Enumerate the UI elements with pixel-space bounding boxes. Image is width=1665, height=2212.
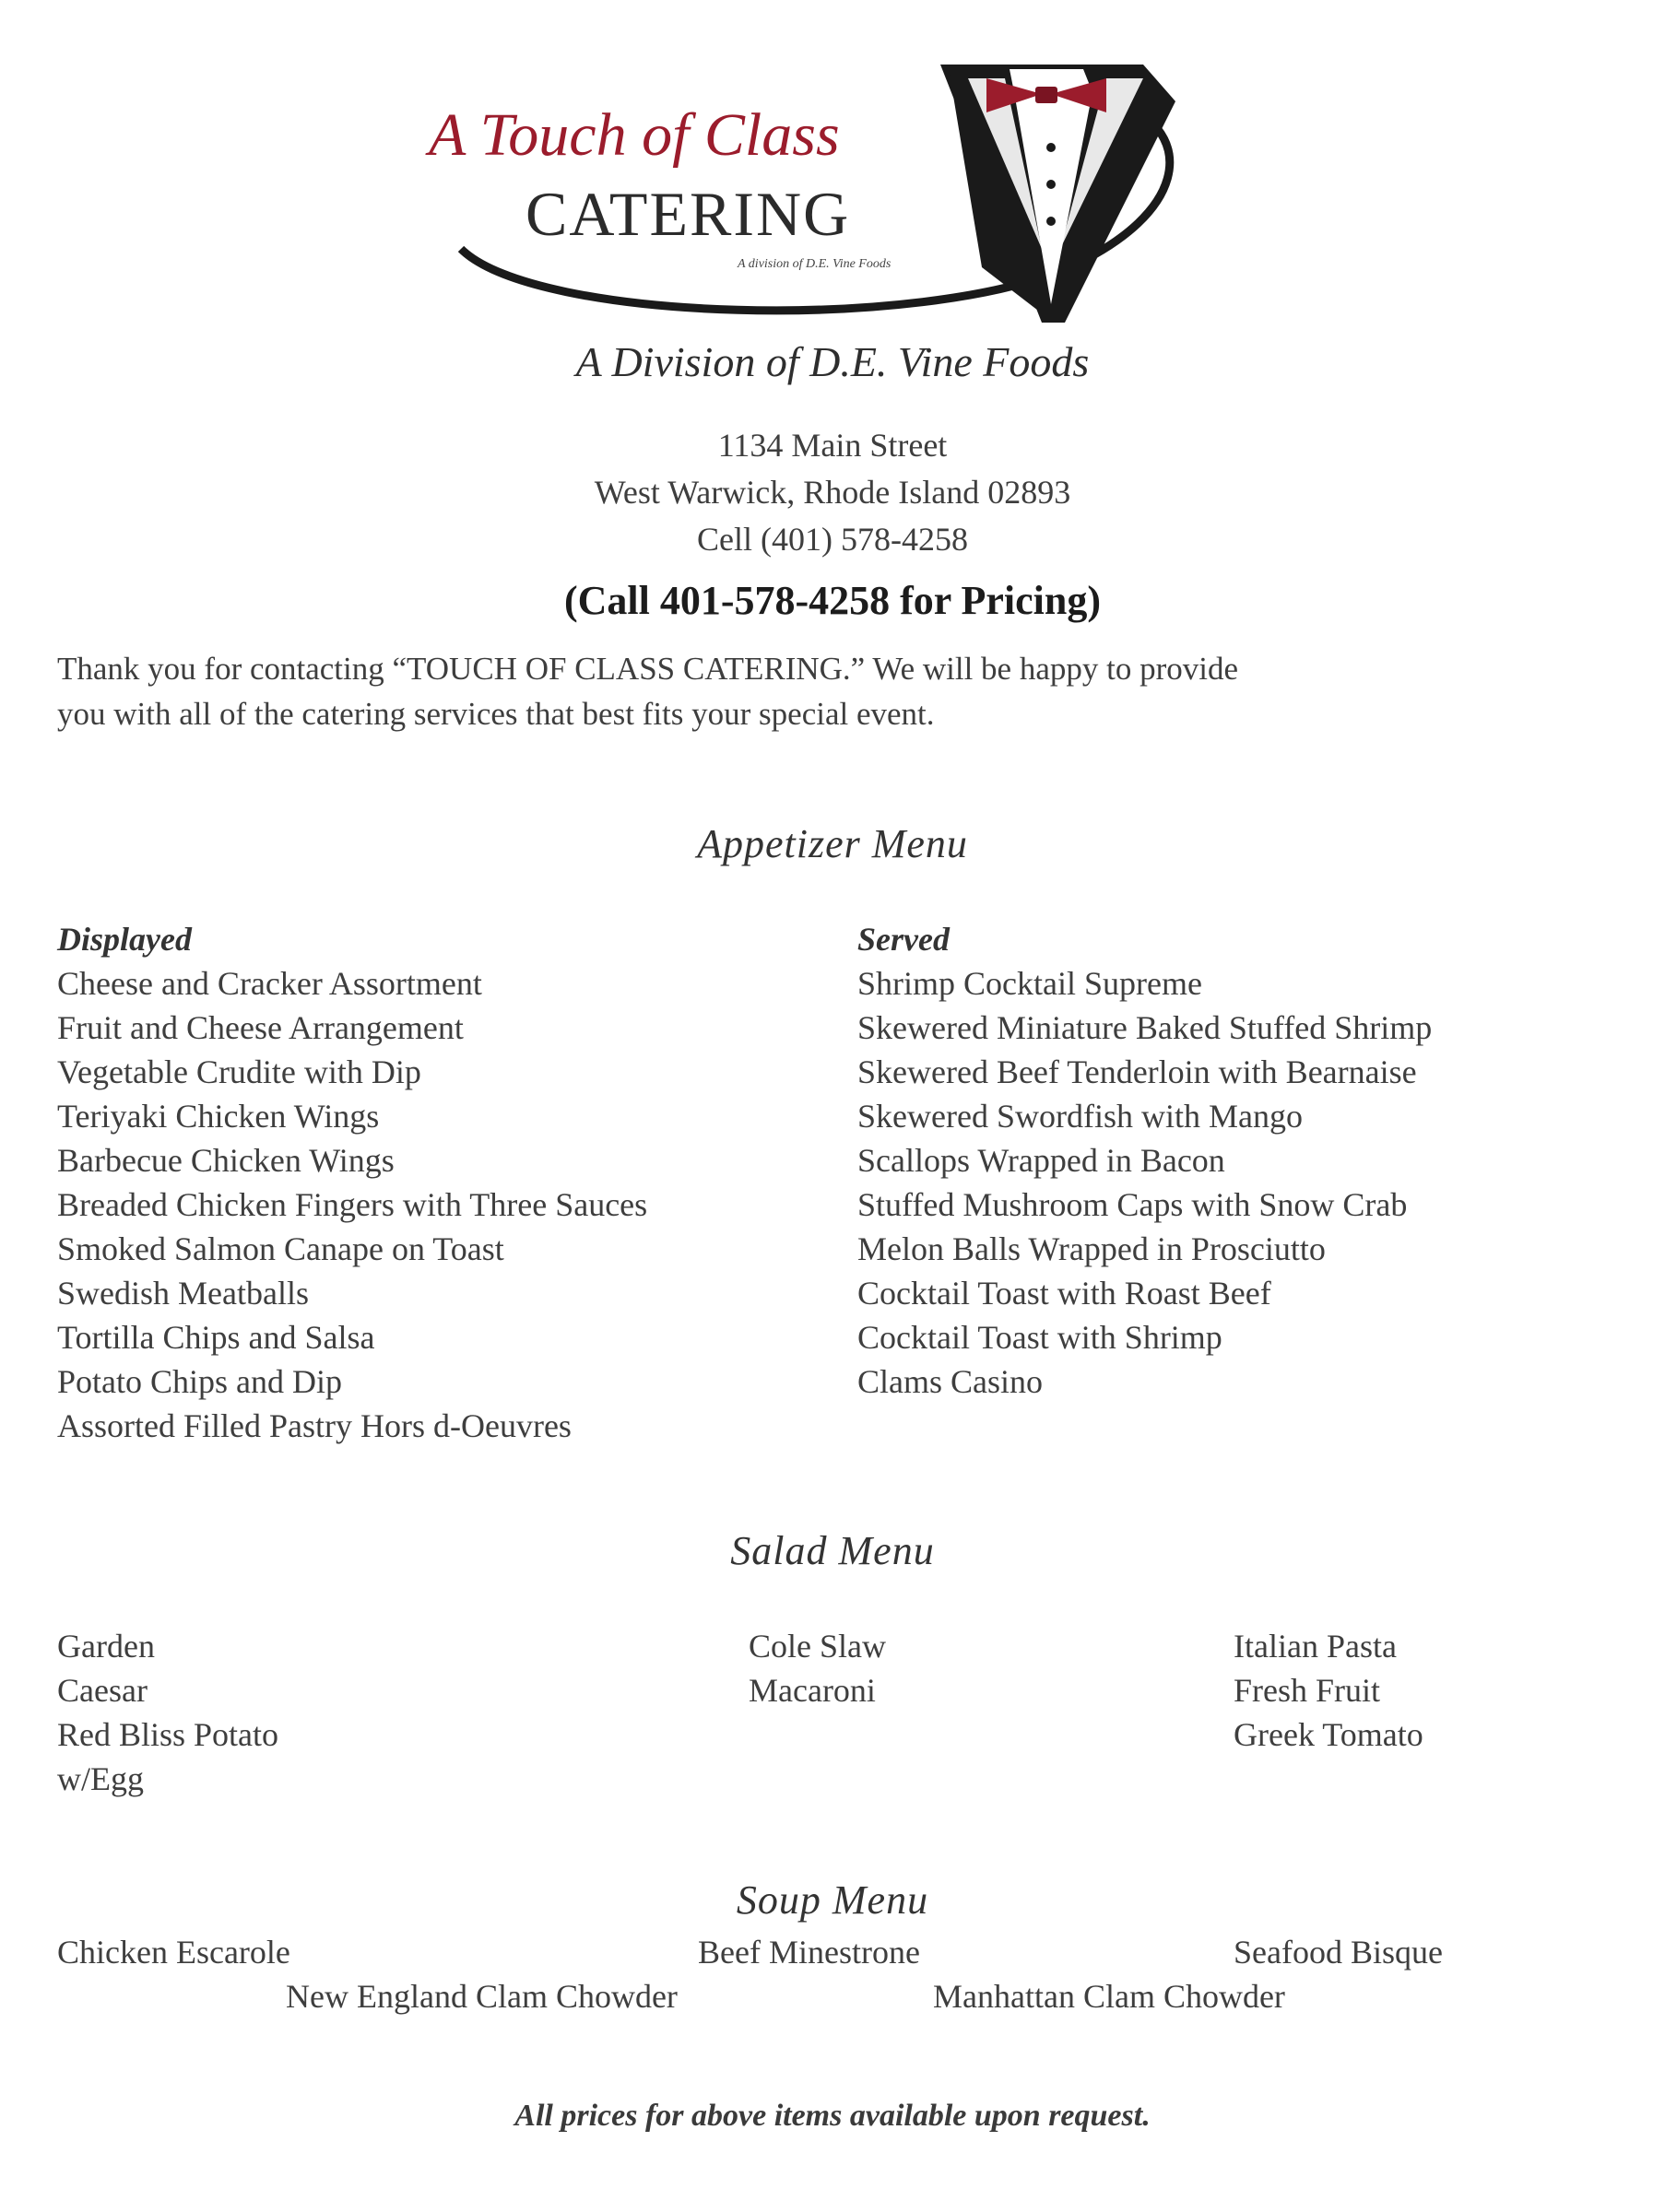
list-item: Smoked Salmon Canape on Toast — [57, 1230, 504, 1267]
list-item: Red Bliss Potato — [57, 1716, 279, 1753]
list-item: Italian Pasta — [1234, 1628, 1397, 1665]
footer-note: All prices for above items available upon request. — [514, 2099, 1151, 2133]
list-item: Tortilla Chips and Salsa — [57, 1319, 375, 1356]
list-item: Fresh Fruit — [1234, 1672, 1381, 1709]
logo-script-text: A Touch of Class — [429, 101, 840, 169]
street-address: 1134 Main Street — [717, 427, 948, 464]
displayed-heading: Displayed — [57, 921, 192, 958]
list-item: w/Egg — [57, 1760, 144, 1797]
soup-item: Chicken Escarole — [57, 1934, 290, 1971]
salad-column-3 — [1234, 1624, 1423, 1757]
list-item: Teriyaki Chicken Wings — [57, 1098, 380, 1135]
list-item: Skewered Miniature Baked Stuffed Shrimp — [857, 1009, 1433, 1046]
intro-line-2: you with all of the catering services that best fits your special event. — [57, 696, 935, 732]
soup-item: Manhattan Clam Chowder — [933, 1978, 1285, 2015]
list-item: Shrimp Cocktail Supreme — [857, 965, 1202, 1002]
list-item: Cole Slaw — [749, 1628, 886, 1665]
logo — [406, 37, 1217, 332]
intro-line-1: Thank you for contacting “TOUCH OF CLASS CATERING.” We will be happy to provide — [57, 651, 1239, 687]
list-item: Cocktail Toast with Roast Beef — [857, 1275, 1271, 1312]
division-heading: A Division of D.E. Vine Foods — [575, 338, 1090, 385]
salad-menu-title: Salad Menu — [730, 1528, 935, 1573]
salad-column-2 — [749, 1624, 886, 1712]
list-item: Greek Tomato — [1234, 1716, 1423, 1753]
city-state-zip: West Warwick, Rhode Island 02893 — [594, 474, 1071, 511]
list-item: Skewered Beef Tenderloin with Bearnaise — [857, 1053, 1417, 1090]
appetizer-menu-title: Appetizer Menu — [697, 821, 968, 866]
list-item: Breaded Chicken Fingers with Three Sauces — [57, 1186, 648, 1223]
soup-item: Beef Minestrone — [698, 1934, 920, 1971]
list-item: Macaroni — [749, 1672, 876, 1709]
list-item: Scallops Wrapped in Bacon — [857, 1142, 1225, 1179]
tuxedo-logo-icon — [406, 37, 1217, 332]
list-item: Swedish Meatballs — [57, 1275, 309, 1312]
appetizer-displayed-list — [57, 917, 647, 1448]
soup-menu-title: Soup Menu — [736, 1877, 929, 1923]
salad-column-1 — [57, 1624, 278, 1801]
list-item: Vegetable Crudite with Dip — [57, 1053, 421, 1090]
list-item: Barbecue Chicken Wings — [57, 1142, 395, 1179]
logo-main-text: CATERING — [525, 179, 851, 249]
served-heading: Served — [857, 921, 950, 958]
pricing-call-note: (Call 401-578-4258 for Pricing) — [563, 578, 1102, 623]
list-item: Cocktail Toast with Shrimp — [857, 1319, 1222, 1356]
list-item: Caesar — [57, 1672, 148, 1709]
list-item: Clams Casino — [857, 1363, 1044, 1400]
list-item: Cheese and Cracker Assortment — [57, 965, 482, 1002]
list-item: Garden — [57, 1628, 155, 1665]
list-item: Stuffed Mushroom Caps with Snow Crab — [857, 1186, 1408, 1223]
appetizer-served-list — [857, 917, 1432, 1404]
soup-item: Seafood Bisque — [1234, 1934, 1443, 1971]
soup-item: New England Clam Chowder — [286, 1978, 678, 2015]
list-item: Skewered Swordfish with Mango — [857, 1098, 1303, 1135]
cell-phone: Cell (401) 578-4258 — [697, 521, 968, 558]
list-item: Assorted Filled Pastry Hors d-Oeuvres — [57, 1407, 572, 1444]
list-item: Potato Chips and Dip — [57, 1363, 343, 1400]
list-item: Melon Balls Wrapped in Prosciutto — [857, 1230, 1326, 1267]
logo-sub-text: A division of D.E. Vine Foods — [738, 257, 892, 271]
list-item: Fruit and Cheese Arrangement — [57, 1009, 464, 1046]
